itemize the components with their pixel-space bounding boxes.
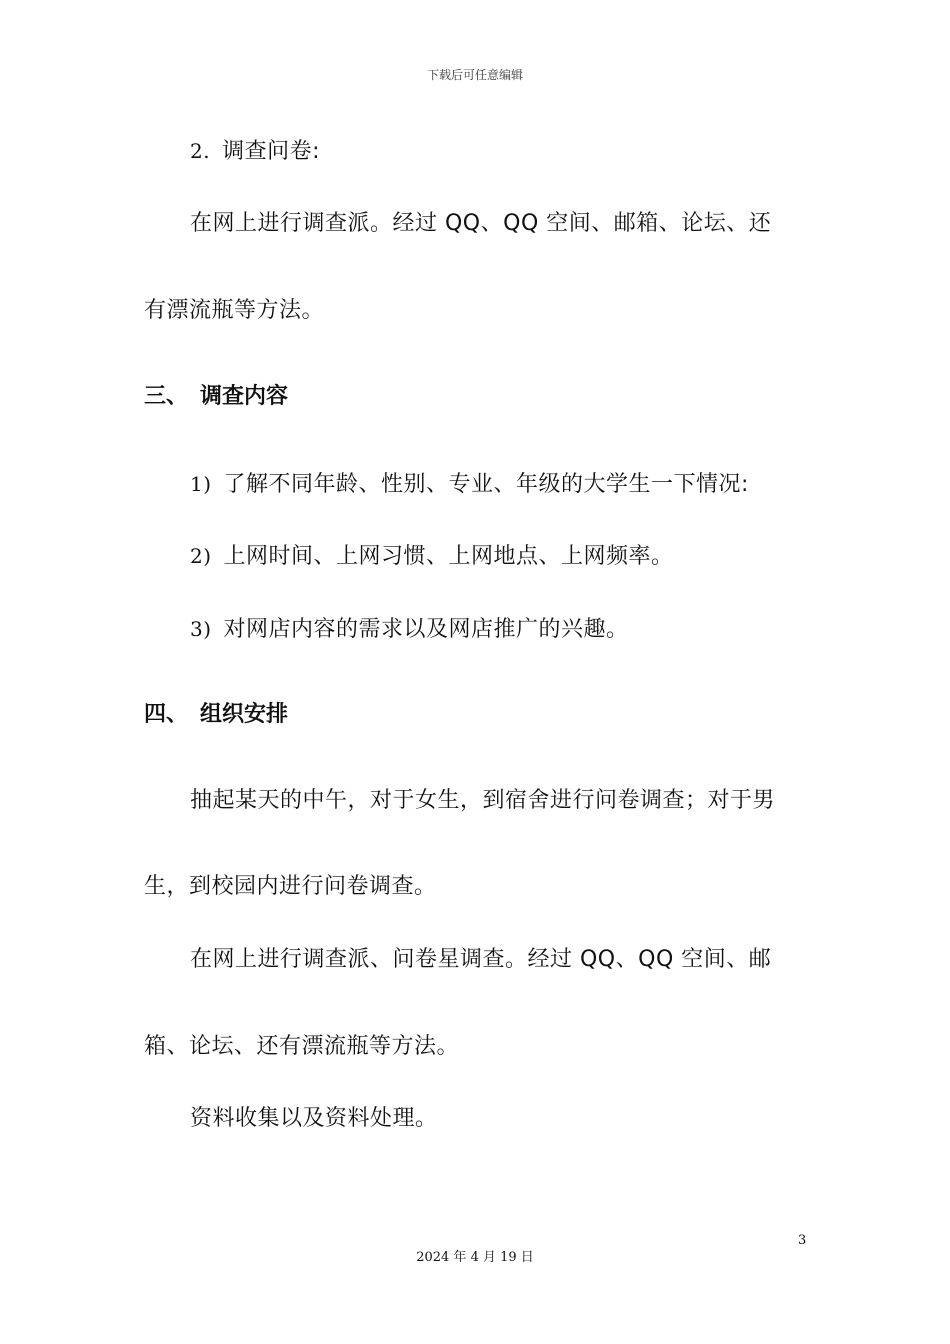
list-text: 对网店内容的需求以及网店推广的兴趣。 xyxy=(223,617,629,642)
paragraph-1-line-1: 在网上进行调查派。经过 QQ、QQ 空间、邮箱、论坛、还 xyxy=(190,211,772,236)
heading-title: 调查内容 xyxy=(200,384,289,409)
page-header: 下载后可任意编辑 xyxy=(426,68,523,82)
paragraph-2-line-1: 抽起某天的中午，对于女生，到宿舍进行问卷调查；对于男 xyxy=(190,788,776,813)
list-text: 上网时间、上网习惯、上网地点、上网频率。 xyxy=(223,544,674,569)
paragraph-1-line-2: 有漂流瓶等方法。 xyxy=(144,298,325,323)
paragraph-3-line-2: 箱、论坛、还有漂流瓶等方法。 xyxy=(144,1034,460,1059)
list-item-1 xyxy=(190,469,749,500)
list-item-2b xyxy=(190,541,674,572)
list-item-3 xyxy=(190,614,629,645)
heading-title: 组织安排 xyxy=(200,702,289,727)
paragraph-2-line-2: 生，到校园内进行问卷调查。 xyxy=(144,874,437,899)
paragraph-4: 资料收集以及资料处理。 xyxy=(190,1106,438,1131)
list-number: 2) xyxy=(190,544,212,568)
list-text: 了解不同年龄、性别、专业、年级的大学生一下情况: xyxy=(223,472,749,497)
section-heading-4 xyxy=(144,700,288,730)
list-number: 3) xyxy=(190,617,212,641)
page-footer-date: 2024 年 4 月 19 日 xyxy=(416,1250,534,1265)
list-text: 调查问卷: xyxy=(222,139,321,164)
page-number: 3 xyxy=(798,1233,807,1248)
section-heading-3 xyxy=(144,382,288,412)
heading-number: 三、 xyxy=(144,384,189,409)
list-number: 1) xyxy=(190,472,212,496)
list-number: 2. xyxy=(190,139,211,163)
heading-number: 四、 xyxy=(144,702,189,727)
paragraph-3-line-1: 在网上进行调查派、问卷星调查。经过 QQ、QQ 空间、邮 xyxy=(190,947,772,972)
list-item-2 xyxy=(190,136,320,167)
